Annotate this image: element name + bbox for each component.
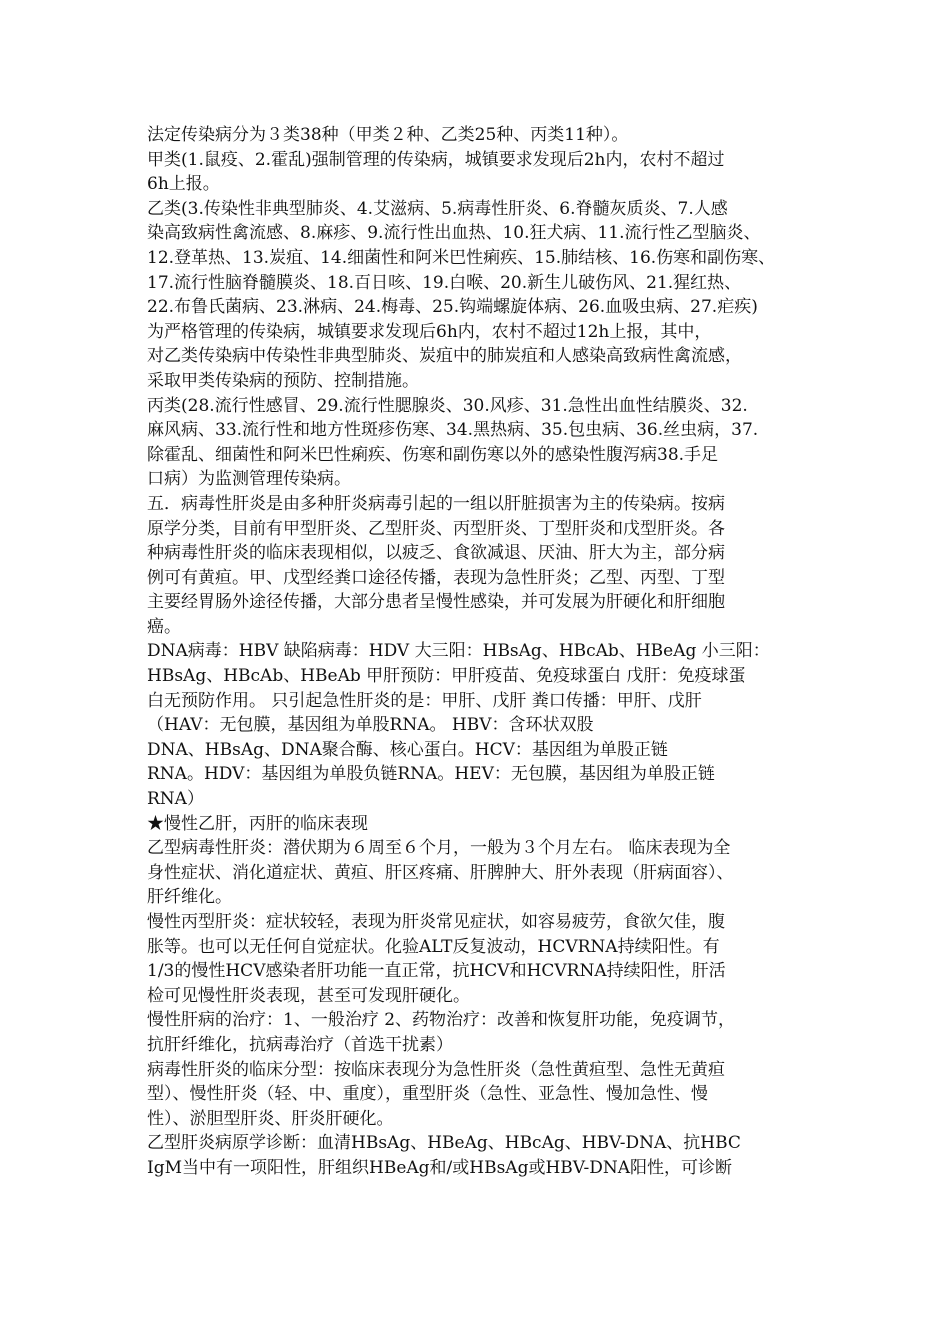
text-line: 原学分类，目前有甲型肝炎、乙型肝炎、丙型肝炎、丁型肝炎和戊型肝炎。各 xyxy=(147,518,725,539)
text-line: （HAV：无包膜，基因组为单股RNA。 HBV：含环状双股 xyxy=(147,715,594,736)
text-line: 性）、淤胆型肝炎、肝炎肝硬化。 xyxy=(147,1108,394,1129)
text-line: 1/3的慢性HCV感染者肝功能一直正常，抗HCV和HCVRNA持续阳性，肝活 xyxy=(147,961,726,982)
text-line: 麻风病、33.流行性和地方性斑疹伤寒、34.黑热病、35.包虫病、36.丝虫病，37. xyxy=(147,420,759,441)
text-line: 种病毒性肝炎的临床表现相似，以疲乏、食欲减退、厌油、肝大为主，部分病 xyxy=(147,543,725,564)
text-line: 慢性肝病的治疗：1、一般治疗 2、药物治疗：改善和恢复肝功能，免疫调节， xyxy=(147,1010,736,1031)
text-line: 除霍乱、细菌性和阿米巴性痢疾、伤寒和副伤寒以外的感染性腹泻病38.手足 xyxy=(147,444,719,465)
text-line: DNA、HBsAg、DNA聚合酶、核心蛋白。HCV：基因组为单股正链 xyxy=(147,739,668,760)
text-line: 17.流行性脑脊髓膜炎、18.百日咳、19.白喉、20.新生儿破伤风、21.猩红热、 xyxy=(147,272,742,293)
text-line: 身性症状、消化道症状、黄疸、肝区疼痛、肝脾肿大、肝外表现（肝病面容）、 xyxy=(147,862,734,883)
text-line: 乙型病毒性肝炎：潜伏期为６周至６个月，一般为３个月左右。 临床表现为全 xyxy=(147,838,731,859)
text-line: 为严格管理的传染病，城镇要求发现后6h内，农村不超过12h上报，其中， xyxy=(147,321,712,342)
text-line: 抗肝纤维化，抗病毒治疗（首选干扰素） xyxy=(147,1034,453,1055)
text-line: ★慢性乙肝，丙肝的临床表现 xyxy=(147,813,368,834)
text-line: 肝纤维化。 xyxy=(147,887,232,908)
text-line: 12.登革热、13.炭疽、14.细菌性和阿米巴性痢疾、15.肺结核、16.伤寒和副伤寒、 xyxy=(147,247,776,268)
text-line: 例可有黄疸。甲、戊型经粪口途径传播，表现为急性肝炎；乙型、丙型、丁型 xyxy=(147,567,725,588)
text-line: 主要经胃肠外途径传播，大部分患者呈慢性感染，并可发展为肝硬化和肝细胞 xyxy=(147,592,725,613)
text-line: 口病）为监测管理传染病。 xyxy=(147,469,351,490)
text-line: 癌。 xyxy=(147,616,181,637)
text-line: 慢性丙型肝炎：症状较轻，表现为肝炎常见症状，如容易疲劳，食欲欠佳，腹 xyxy=(147,912,725,932)
text-line: 法定传染病分为３类38种（甲类２种、乙类25种、丙类11种）。 xyxy=(147,125,629,145)
text-line: DNA病毒：HBV 缺陷病毒：HDV 大三阳：HBsAg、HBcAb、HBeAg 小三阳： xyxy=(147,641,770,662)
text-line: 染高致病性禽流感、8.麻疹、9.流行性出血热、10.狂犬病、11.流行性乙型脑炎、 xyxy=(147,223,761,244)
text-line: 白无预防作用。 只引起急性肝炎的是：甲肝、戊肝 粪口传播：甲肝、戊肝 xyxy=(147,690,702,711)
text-line: 甲类(1.鼠疫、2.霍乱)强制管理的传染病，城镇要求发现后2h内，农村不超过 xyxy=(147,149,725,170)
text-line: 五．病毒性肝炎是由多种肝炎病毒引起的一组以肝脏损害为主的传染病。按病 xyxy=(147,493,725,514)
text-line: 检可见慢性肝炎表现，甚至可发现肝硬化。 xyxy=(147,985,470,1006)
text-line: 22.布鲁氏菌病、23.淋病、24.梅毒、25.钩端螺旋体病、26.血吸虫病、27.疟疾) xyxy=(147,297,758,318)
text-line: RNA） xyxy=(147,789,204,810)
text-line: 胀等。也可以无任何自觉症状。化验ALT反复波动，HCVRNA持续阳性。有 xyxy=(147,936,720,957)
text-line: 采取甲类传染病的预防、控制措施。 xyxy=(147,370,419,391)
text-line: 丙类(28.流行性感冒、29.流行性腮腺炎、30.风疹、31.急性出血性结膜炎、32. xyxy=(147,395,748,416)
text-line: 6h上报。 xyxy=(147,174,220,195)
text-line: 乙型肝炎病原学诊断：血清HBsAg、HBeAg、HBcAg、HBV-DNA、抗HBC xyxy=(147,1133,741,1154)
text-line: RNA。HDV：基因组为单股负链RNA。HEV：无包膜，基因组为单股正链 xyxy=(147,764,715,785)
text-line: IgM当中有一项阳性，肝组织HBeAg和/或HBsAg或HBV-DNA阳性，可诊断 xyxy=(147,1157,733,1178)
text-line: 对乙类传染病中传染性非典型肺炎、炭疽中的肺炭疽和人感染高致病性禽流感， xyxy=(147,346,742,367)
text-line: 型）、慢性肝炎（轻、中、重度），重型肝炎（急性、亚急性、慢加急性、慢 xyxy=(147,1084,708,1105)
text-line: HBsAg、HBcAb、HBeAb 甲肝预防：甲肝疫苗、免疫球蛋白 戊肝：免疫球蛋 xyxy=(147,666,746,687)
document-body xyxy=(147,123,830,1181)
text-line: 病毒性肝炎的临床分型：按临床表现分为急性肝炎（急性黄疸型、急性无黄疸 xyxy=(147,1059,725,1080)
text-line: 乙类(3.传染性非典型肺炎、4.艾滋病、5.病毒性肝炎、6.脊髓灰质炎、7.人感 xyxy=(147,198,728,219)
